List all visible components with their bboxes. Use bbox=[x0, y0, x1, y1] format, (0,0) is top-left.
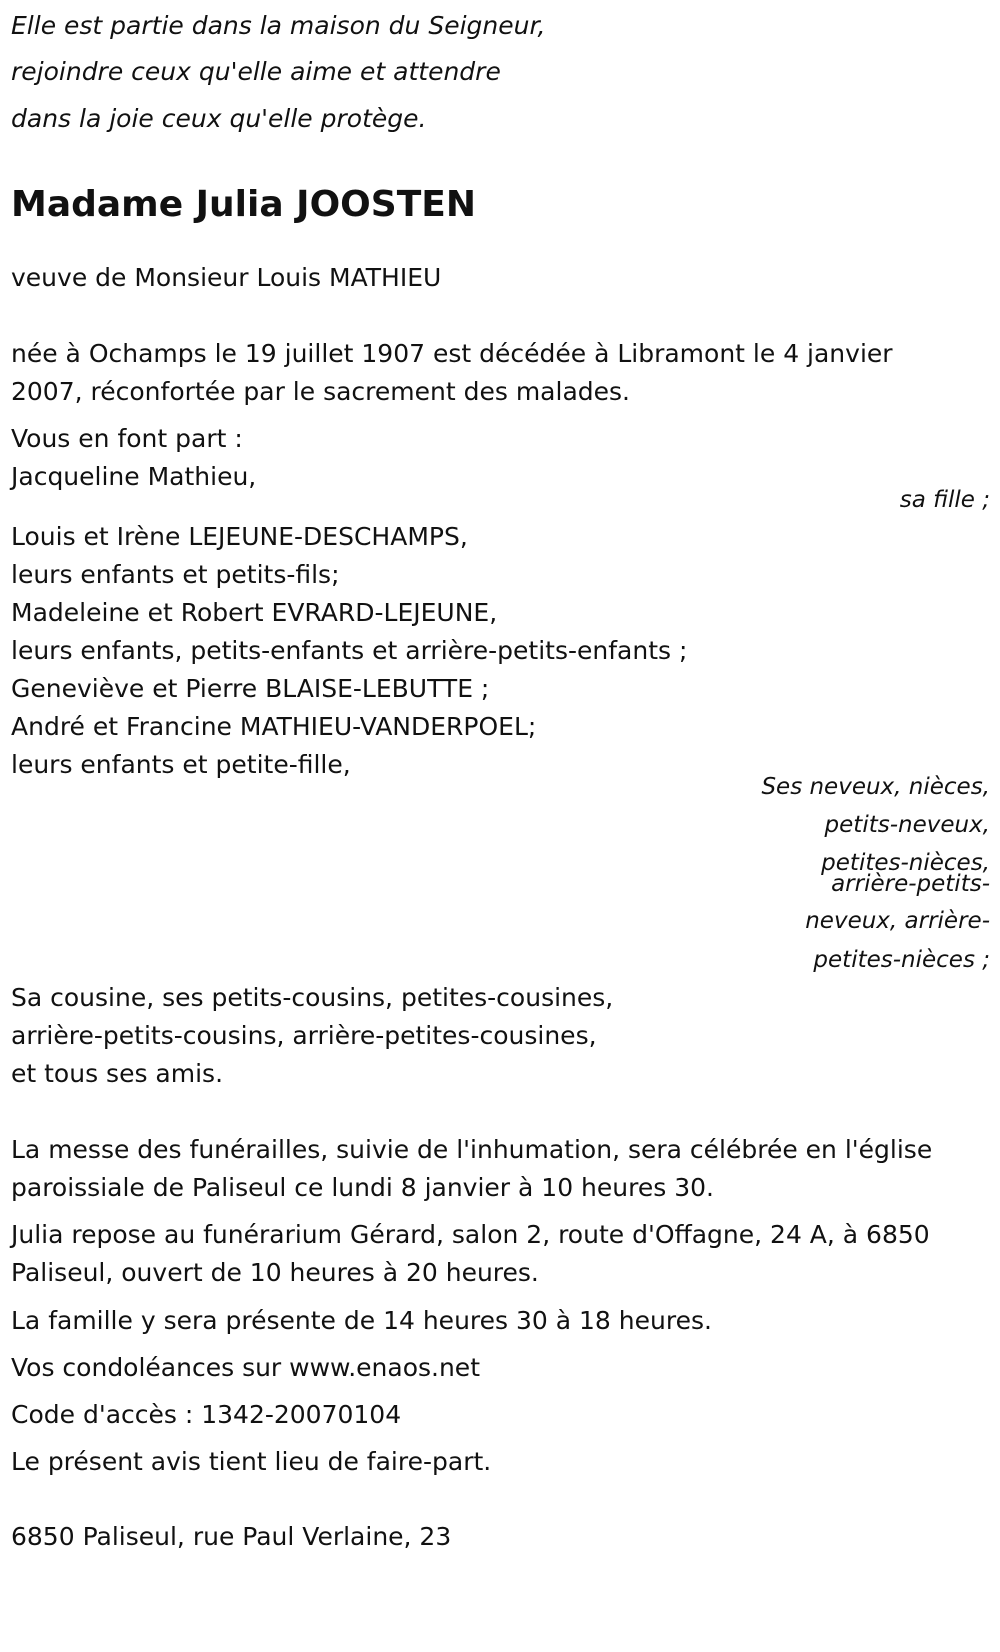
nephews-relation-line: arrière-petits- bbox=[831, 871, 990, 897]
family-line: Geneviève et Pierre BLAISE-LEBUTTE ; bbox=[11, 674, 490, 703]
address-text: 6850 Paliseul, rue Paul Verlaine, 23 bbox=[11, 1522, 452, 1551]
verse-line: Elle est partie dans la maison du Seigneur, bbox=[11, 11, 546, 40]
access-code-text: Code d'accès : 1342-20070104 bbox=[11, 1400, 402, 1429]
condolences-text: Vos condoléances sur www.enaos.net bbox=[11, 1353, 480, 1382]
widow-of-text: veuve de Monsieur Louis MATHIEU bbox=[11, 263, 442, 292]
nephews-relation-line: neveux, arrière- bbox=[805, 908, 990, 934]
funeral-line: La messe des funérailles, suivie de l'inhumation, sera célébrée en l'église bbox=[11, 1135, 933, 1164]
family-line: Louis et Irène LEJEUNE-DESCHAMPS, bbox=[11, 522, 468, 551]
nephews-relation-line: petits-neveux, bbox=[824, 812, 990, 838]
nephews-relation-line: petites-nièces, bbox=[821, 850, 990, 876]
rest-line: Paliseul, ouvert de 10 heures à 20 heures. bbox=[11, 1258, 539, 1287]
nephews-relation-line: Ses neveux, nièces, bbox=[761, 774, 990, 800]
family-line: leurs enfants et petits-fils; bbox=[11, 560, 340, 589]
family-present-text: La famille y sera présente de 14 heures 30 à 18 heures. bbox=[11, 1306, 712, 1335]
birth-death-line: 2007, réconfortée par le sacrement des malades. bbox=[11, 377, 630, 406]
rest-line: Julia repose au funérarium Gérard, salon 2, route d'Offagne, 24 A, à 6850 bbox=[11, 1220, 930, 1249]
nephews-relation-line: petites-nièces ; bbox=[813, 947, 990, 973]
verse-line: dans la joie ceux qu'elle protège. bbox=[11, 104, 427, 133]
family-line: Madeleine et Robert EVRARD-LEJEUNE, bbox=[11, 598, 498, 627]
family-line: André et Francine MATHIEU-VANDERPOEL; bbox=[11, 712, 537, 741]
announce-intro: Vous en font part : bbox=[11, 424, 243, 453]
funeral-line: paroissiale de Paliseul ce lundi 8 janvier à 10 heures 30. bbox=[11, 1173, 714, 1202]
family-line: leurs enfants et petite-fille, bbox=[11, 750, 351, 779]
cousins-line: arrière-petits-cousins, arrière-petites-cousines, bbox=[11, 1021, 597, 1050]
cousins-line: Sa cousine, ses petits-cousins, petites-cousines, bbox=[11, 983, 614, 1012]
family-line: leurs enfants, petits-enfants et arrière-petits-enfants ; bbox=[11, 636, 688, 665]
birth-death-line: née à Ochamps le 19 juillet 1907 est décédée à Libramont le 4 janvier bbox=[11, 339, 893, 368]
deceased-name: Madame Julia JOOSTEN bbox=[11, 184, 476, 225]
notice-text: Le présent avis tient lieu de faire-part. bbox=[11, 1447, 492, 1476]
verse-line: rejoindre ceux qu'elle aime et attendre bbox=[11, 57, 501, 86]
daughter-name: Jacqueline Mathieu, bbox=[11, 462, 257, 491]
cousins-line: et tous ses amis. bbox=[11, 1059, 224, 1088]
daughter-relation: sa fille ; bbox=[899, 487, 990, 513]
